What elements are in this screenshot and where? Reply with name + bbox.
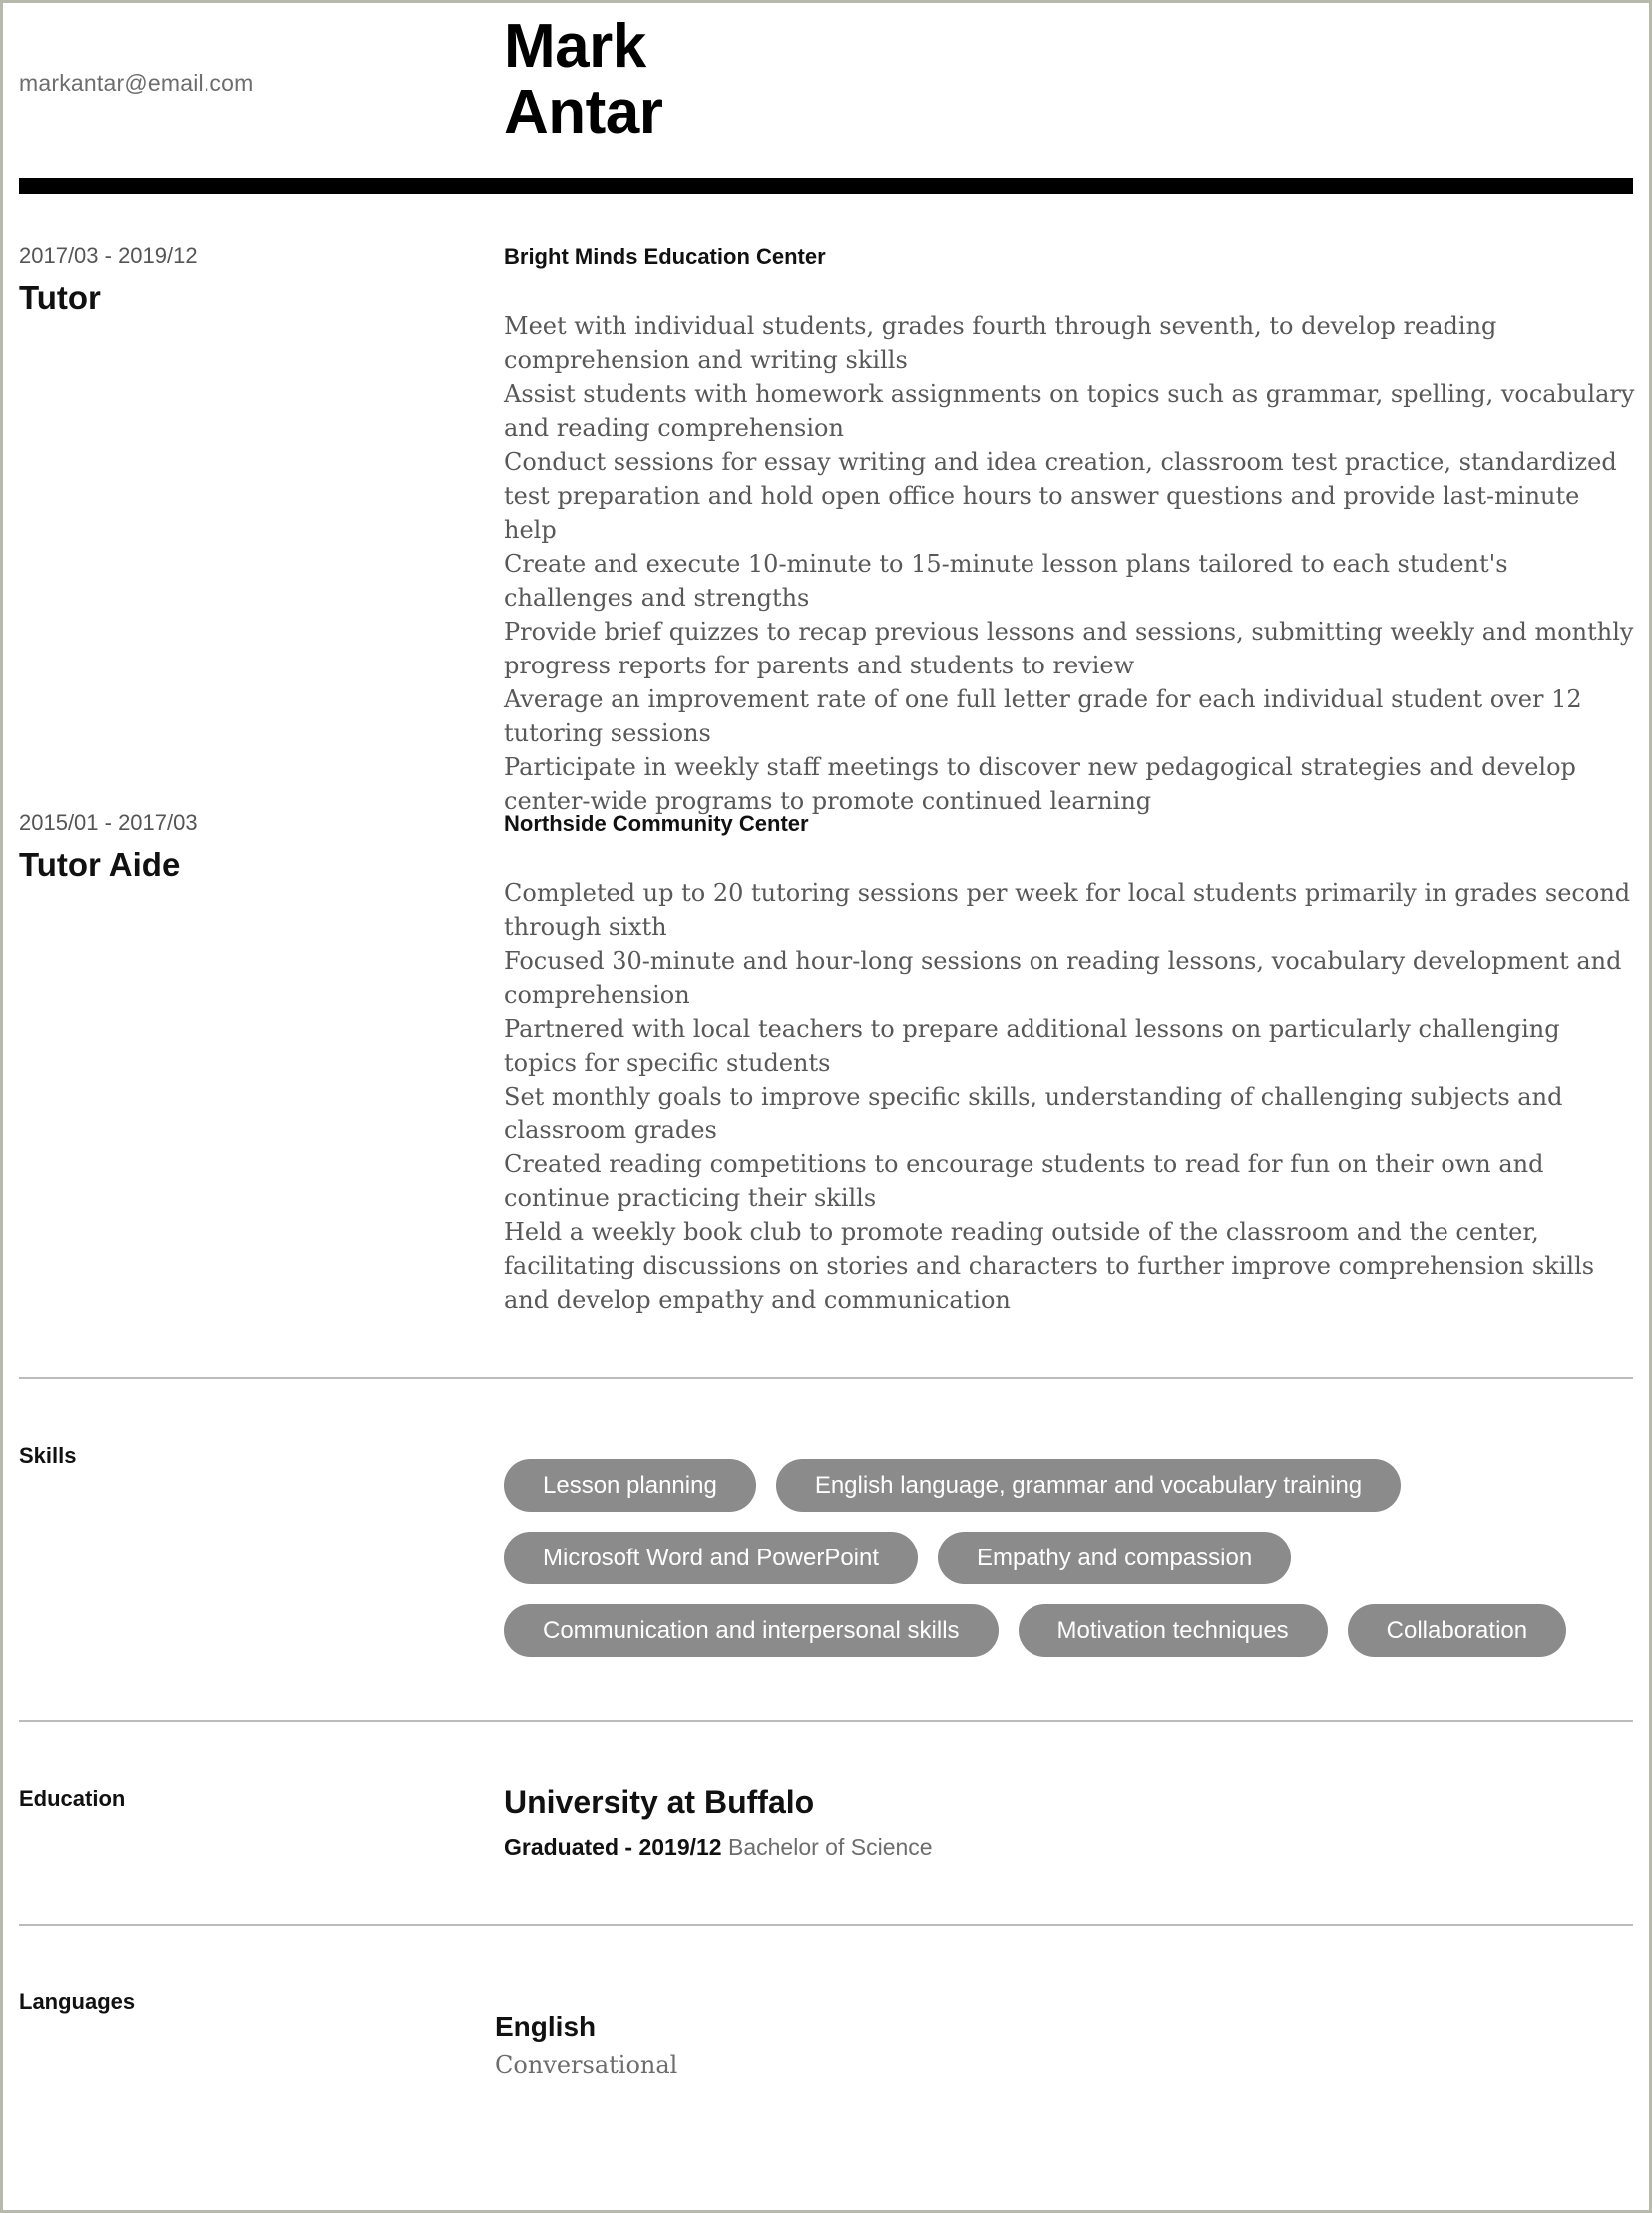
skills-heading: Skills [19,1443,77,1468]
job-title: Tutor [19,279,101,316]
section-divider [19,1720,1633,1722]
school-name: University at Buffalo [504,1784,815,1820]
skill-pill: Collaboration [1348,1604,1566,1657]
skill-pill: Empathy and compassion [938,1532,1291,1584]
skill-pill: Communication and interpersonal skills [504,1604,999,1657]
job-bullets [504,309,1635,818]
email-address[interactable]: markantar@email.com [19,70,254,96]
skill-pill: English language, grammar and vocabulary training [776,1459,1401,1512]
job-bullets [504,876,1635,1317]
job-bullet: Participate in weekly staff meetings to discover new pedagogical strategies and develop center-wide programs to promote continued learning [504,753,1576,815]
job-dates: 2017/03 - 2019/12 [19,243,198,268]
section-divider [19,1377,1633,1379]
degree-line [504,1834,1635,1861]
job-dates: 2015/01 - 2017/03 [19,810,198,835]
job-bullet: Focused 30-minute and hour-long sessions on reading lessons, vocabulary development and comprehension [504,947,1622,1009]
language-name: English [495,2011,597,2042]
job-bullet: Create and execute 10-minute to 15-minute lesson plans tailored to each student's challenges and strengths [504,550,1508,612]
skills-list [504,1459,1635,1657]
first-name: Mark [504,12,646,81]
job-bullet: Provide brief quizzes to recap previous lessons and sessions, submitting weekly and monthly progress reports for parents and students to review [504,618,1634,679]
job-company: Bright Minds Education Center [504,244,826,269]
job-title: Tutor Aide [19,846,181,883]
job-bullet: Average an improvement rate of one full letter grade for each individual student over 12 tutoring sessions [504,685,1582,747]
job-bullet: Set monthly goals to improve specific skills, understanding of challenging subjects and classroom grades [504,1083,1563,1144]
header-divider [19,178,1633,194]
graduation-date: Graduated - 2019/12 [504,1834,722,1860]
degree-name: Bachelor of Science [728,1834,933,1860]
job-bullet: Meet with individual students, grades fourth through seventh, to develop reading comprehension and writing skills [504,312,1497,374]
job-bullet: Completed up to 20 tutoring sessions per week for local students primarily in grades second through sixth [504,879,1631,941]
language-level: Conversational [495,2051,678,2079]
job-bullet: Held a weekly book club to promote reading outside of the classroom and the center, facilitating discussions on stories and characters to further improve comprehension skills and develop empathy and communication [504,1218,1595,1314]
job-company: Northside Community Center [504,811,809,836]
languages-heading: Languages [19,1990,136,2014]
job-bullet: Created reading competitions to encourage students to read for fun on their own and continue practicing their skills [504,1150,1544,1212]
candidate-name [504,14,1635,146]
skill-pill: Microsoft Word and PowerPoint [504,1532,918,1584]
education-heading: Education [19,1786,126,1811]
skill-pill: Lesson planning [504,1459,756,1512]
skill-pill: Motivation techniques [1019,1604,1328,1657]
job-bullet: Partnered with local teachers to prepare additional lessons on particularly challenging topics for specific students [504,1015,1560,1077]
section-divider [19,1924,1633,1926]
job-bullet: Assist students with homework assignments on topics such as grammar, spelling, vocabulary and reading comprehension [504,380,1635,442]
job-bullet: Conduct sessions for essay writing and idea creation, classroom test practice, standardized test preparation and hold open office hours to answer questions and provide last-minute help [504,448,1617,544]
last-name: Antar [504,78,663,147]
